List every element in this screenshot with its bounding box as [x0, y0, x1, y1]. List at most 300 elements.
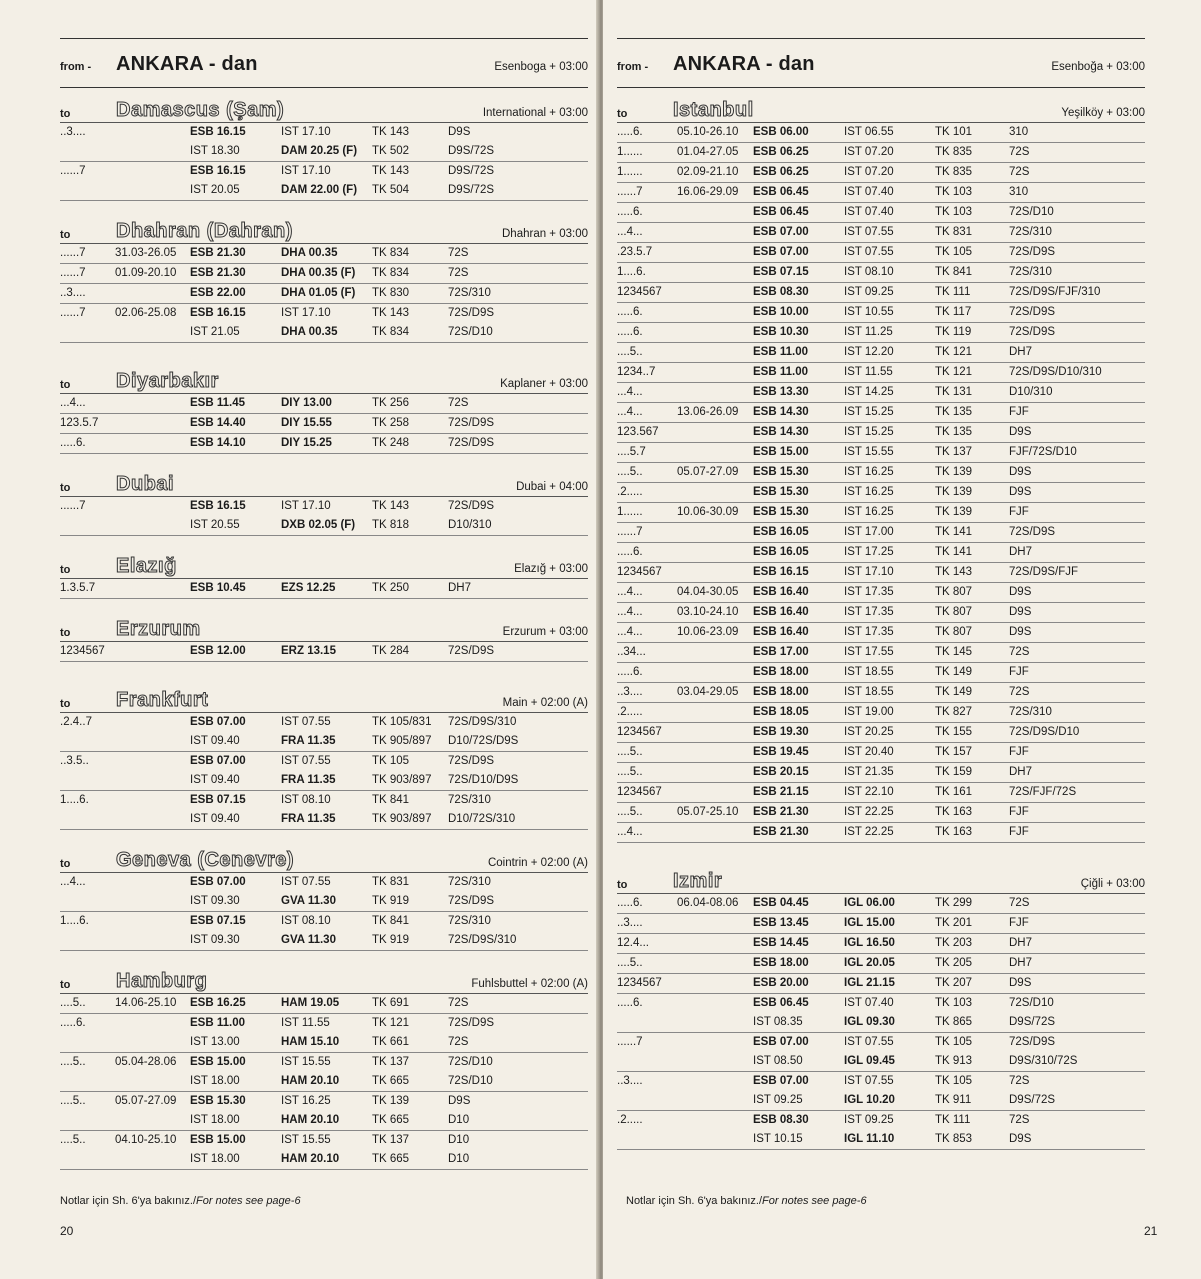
validity-cell: 05.07-27.09 — [115, 1095, 177, 1107]
departure-cell: IST 09.40 — [190, 774, 240, 786]
flight-row — [60, 912, 588, 931]
flight-number-cell: TK 121 — [935, 366, 973, 378]
arrival-cell: IST 16.25 — [844, 506, 894, 518]
destination-name: Hamburg — [116, 970, 208, 992]
flight-number-cell: TK 139 — [935, 506, 973, 518]
departure-cell: IST 09.40 — [190, 735, 240, 747]
validity-cell — [677, 243, 753, 262]
arrival-cell: FRA 11.35 — [281, 735, 336, 747]
aircraft-cell: D9S — [448, 126, 471, 138]
arrival-cell: HAM 15.10 — [281, 1036, 340, 1048]
validity-cell — [115, 1033, 190, 1052]
validity-cell — [115, 791, 190, 810]
aircraft-cell: 72S/D9S/FJF — [1009, 566, 1079, 578]
days-cell: 1....6. — [60, 794, 89, 806]
validity-cell: 14.06-25.10 — [115, 997, 177, 1009]
flight-group — [60, 1014, 588, 1053]
flight-group — [617, 543, 1145, 563]
validity-cell: 05.10-26.10 — [677, 126, 739, 138]
days-cell: ...4... — [60, 397, 86, 409]
flight-number-cell: TK 121 — [935, 346, 973, 358]
aircraft-cell: 72S — [1009, 1075, 1030, 1087]
flight-row — [60, 732, 588, 751]
departure-cell: ESB 21.15 — [753, 786, 809, 798]
aircraft-cell: D10 — [448, 1153, 470, 1165]
aircraft-cell: 72S/D9S/310 — [448, 716, 517, 728]
flight-row — [60, 771, 588, 790]
flight-row — [60, 642, 588, 661]
arrival-cell: EZS 12.25 — [281, 582, 336, 594]
departure-cell: ESB 07.15 — [190, 915, 246, 927]
flight-group — [617, 934, 1145, 954]
flight-group — [617, 423, 1145, 443]
flight-group — [60, 1053, 588, 1092]
days-cell: ....5.. — [60, 1056, 86, 1068]
flight-row — [60, 931, 588, 950]
departure-cell: ESB 06.25 — [753, 146, 809, 158]
flight-number-cell: TK 203 — [935, 937, 973, 949]
destination-name: Dubai — [116, 473, 175, 495]
departure-cell: ESB 08.30 — [753, 286, 809, 298]
flight-number-cell: TK 841 — [372, 794, 410, 806]
validity-cell — [677, 763, 753, 782]
flight-number-cell: TK 159 — [935, 766, 973, 778]
flight-group — [60, 162, 588, 201]
origin-header — [60, 53, 588, 88]
aircraft-cell: 72S — [1009, 897, 1030, 909]
flight-group — [617, 143, 1145, 163]
flight-group — [617, 663, 1145, 683]
aircraft-cell: 72S/D10 — [448, 326, 493, 338]
origin-city: ANKARA - dan — [116, 53, 258, 75]
to-label: to — [60, 698, 71, 710]
flight-group — [617, 1033, 1145, 1072]
arrival-cell: IST 07.55 — [281, 716, 331, 728]
validity-cell — [677, 643, 753, 662]
destination-header — [60, 88, 588, 123]
days-cell — [60, 1072, 115, 1091]
section-spacer — [617, 843, 1145, 859]
days-cell — [60, 142, 115, 161]
flight-group — [60, 912, 588, 951]
arrival-cell: IST 11.55 — [844, 366, 893, 378]
days-cell: ..3.... — [60, 287, 86, 299]
validity-cell: 02.06-25.08 — [115, 307, 177, 319]
validity-cell — [677, 343, 753, 362]
flight-number-cell: TK 105 — [372, 755, 410, 767]
arrival-cell: IST 17.35 — [844, 606, 894, 618]
flight-number-cell: TK 903/897 — [372, 813, 432, 825]
days-cell — [60, 181, 115, 200]
days-cell: .....6. — [617, 326, 643, 338]
days-cell: ...4... — [617, 626, 643, 638]
aircraft-cell: 310 — [1009, 186, 1029, 198]
days-cell: ......7 — [60, 165, 86, 177]
arrival-cell: FRA 11.35 — [281, 813, 336, 825]
validity-cell — [115, 394, 190, 413]
days-cell: .2.4..7 — [60, 716, 92, 728]
arrival-cell: DIY 13.00 — [281, 397, 332, 409]
aircraft-cell: D9S — [1009, 606, 1032, 618]
validity-cell — [677, 1111, 753, 1130]
flight-row — [617, 343, 1145, 362]
validity-cell — [115, 142, 190, 161]
days-cell: 1234567 — [617, 286, 662, 298]
flight-group — [617, 163, 1145, 183]
flight-row — [60, 414, 588, 433]
flight-number-cell: TK 135 — [935, 426, 973, 438]
validity-cell — [677, 523, 753, 542]
flight-group — [60, 873, 588, 912]
validity-cell: 03.10-24.10 — [677, 606, 739, 618]
section-spacer — [60, 343, 588, 359]
flight-number-cell: TK 137 — [935, 446, 973, 458]
aircraft-cell: DH7 — [1009, 546, 1033, 558]
flight-number-cell: TK 121 — [372, 1017, 410, 1029]
days-cell: ....5.. — [60, 1134, 86, 1146]
destination-airport: International + 03:00 — [482, 107, 588, 119]
days-cell: ...4... — [60, 876, 86, 888]
days-cell: .2..... — [617, 486, 643, 498]
flight-row — [60, 1111, 588, 1130]
origin-airport: Esenboğa + 03:00 — [1051, 61, 1145, 73]
flight-number-cell: TK 141 — [935, 546, 973, 558]
to-label: to — [617, 879, 628, 891]
flight-row — [60, 1072, 588, 1091]
flight-number-cell: TK 865 — [935, 1016, 973, 1028]
validity-cell — [677, 563, 753, 582]
arrival-cell: IST 15.55 — [844, 446, 894, 458]
arrival-cell: IST 16.25 — [844, 486, 894, 498]
flight-number-cell: TK 807 — [935, 586, 973, 598]
aircraft-cell: FJF — [1009, 406, 1029, 418]
departure-cell: ESB 07.15 — [190, 794, 246, 806]
section-spacer — [60, 201, 588, 209]
page-content — [617, 38, 1145, 1150]
destination-name: Dhahran (Dahran) — [116, 220, 293, 242]
aircraft-cell: D9S/72S — [448, 184, 495, 196]
aircraft-cell: FJF — [1009, 506, 1029, 518]
arrival-cell: IST 22.25 — [844, 826, 894, 838]
arrival-cell: IST 18.55 — [844, 666, 894, 678]
arrival-cell: IST 17.10 — [844, 566, 894, 578]
days-cell: 1234567 — [617, 977, 662, 989]
notes-tr: Notlar için Sh. 6'ya bakınız./ — [626, 1195, 762, 1207]
departure-cell: ESB 15.00 — [190, 1134, 246, 1146]
flight-number-cell: TK 141 — [935, 526, 973, 538]
departure-cell: ESB 15.30 — [753, 506, 809, 518]
flight-number-cell: TK 137 — [372, 1134, 410, 1146]
destination-section — [60, 838, 588, 951]
arrival-cell: IGL 15.00 — [844, 917, 895, 929]
days-cell — [60, 516, 115, 535]
departure-cell: ESB 18.00 — [753, 686, 809, 698]
departure-cell: ESB 14.30 — [753, 406, 809, 418]
flight-number-cell: TK 830 — [372, 287, 410, 299]
aircraft-cell: 72S — [448, 267, 469, 279]
validity-cell — [677, 1091, 753, 1110]
validity-cell — [677, 363, 753, 382]
aircraft-cell: 72S/310 — [448, 794, 491, 806]
validity-cell: 16.06-29.09 — [677, 186, 739, 198]
flight-number-cell: TK 834 — [372, 247, 410, 259]
flight-row — [617, 1052, 1145, 1071]
flight-row — [60, 323, 588, 342]
destination-airport: Kaplaner + 03:00 — [500, 378, 588, 390]
flight-group — [60, 264, 588, 284]
flight-group — [617, 683, 1145, 703]
days-cell — [617, 1091, 677, 1110]
notes-reference — [626, 1195, 867, 1207]
flight-row — [60, 873, 588, 892]
aircraft-cell: D9S/72S — [448, 145, 495, 157]
aircraft-cell: D9S — [448, 1095, 471, 1107]
page-content — [60, 38, 588, 1170]
flight-number-cell: TK 284 — [372, 645, 410, 657]
aircraft-cell: 72S/D9S — [1009, 1036, 1056, 1048]
days-cell: 1...... — [617, 146, 643, 158]
days-cell: ..3.5.. — [60, 755, 89, 767]
flight-number-cell: TK 207 — [935, 977, 973, 989]
departure-cell: ESB 16.40 — [753, 626, 809, 638]
aircraft-cell: 72S/D9S — [1009, 246, 1056, 258]
aircraft-cell: 72S/D9S/D10/310 — [1009, 366, 1102, 378]
aircraft-cell: D9S — [1009, 626, 1032, 638]
validity-cell — [115, 912, 190, 931]
flight-row — [617, 163, 1145, 182]
aircraft-cell: FJF — [1009, 917, 1029, 929]
section-spacer — [60, 830, 588, 838]
aircraft-cell: FJF — [1009, 806, 1029, 818]
flight-group — [617, 443, 1145, 463]
departure-cell: IST 09.25 — [753, 1094, 803, 1106]
flight-row — [617, 683, 1145, 702]
validity-cell — [677, 483, 753, 502]
aircraft-cell: 72S/D9S — [448, 417, 495, 429]
flight-number-cell: TK 111 — [935, 286, 971, 298]
flight-number-cell: TK 919 — [372, 934, 410, 946]
arrival-cell: IST 07.55 — [844, 226, 894, 238]
validity-cell — [115, 752, 190, 771]
departure-cell: ESB 07.00 — [190, 876, 246, 888]
validity-cell: 10.06-30.09 — [677, 506, 739, 518]
departure-cell: ESB 14.45 — [753, 937, 809, 949]
flight-row — [617, 1072, 1145, 1091]
flight-number-cell: TK 834 — [372, 267, 410, 279]
aircraft-cell: 72S/310 — [1009, 226, 1052, 238]
flight-number-cell: TK 661 — [372, 1036, 410, 1048]
days-cell — [60, 771, 115, 790]
validity-cell: 04.04-30.05 — [677, 586, 739, 598]
flight-number-cell: TK 665 — [372, 1075, 410, 1087]
departure-cell: ESB 16.15 — [190, 307, 246, 319]
aircraft-cell: D9S — [1009, 586, 1032, 598]
validity-cell — [115, 810, 190, 829]
flight-row — [60, 752, 588, 771]
days-cell: ....5.7 — [617, 446, 646, 458]
notes-tr: Notlar için Sh. 6'ya bakınız./ — [60, 1195, 196, 1207]
departure-cell: ESB 06.00 — [753, 126, 809, 138]
flight-number-cell: TK 103 — [935, 206, 973, 218]
departure-cell: ESB 14.40 — [190, 417, 246, 429]
arrival-cell: IST 17.10 — [281, 126, 331, 138]
validity-cell — [677, 663, 753, 682]
departure-cell: ESB 18.00 — [753, 666, 809, 678]
departure-cell: IST 20.55 — [190, 519, 240, 531]
validity-cell — [115, 892, 190, 911]
departure-cell: IST 21.05 — [190, 326, 240, 338]
flight-number-cell: TK 139 — [372, 1095, 410, 1107]
departure-cell: ESB 07.00 — [190, 716, 246, 728]
flight-row — [60, 244, 588, 263]
departure-cell: ESB 06.45 — [753, 206, 809, 218]
arrival-cell: HAM 20.10 — [281, 1153, 340, 1165]
departure-cell: IST 18.00 — [190, 1075, 240, 1087]
flight-group — [60, 394, 588, 414]
flight-number-cell: TK 299 — [935, 897, 973, 909]
departure-cell: IST 18.00 — [190, 1114, 240, 1126]
flight-row — [617, 623, 1145, 642]
flight-row — [617, 123, 1145, 142]
aircraft-cell: D9S/310/72S — [1009, 1055, 1078, 1067]
destination-airport: Fuhlsbuttel + 02:00 (A) — [471, 978, 588, 990]
validity-cell — [677, 954, 753, 973]
flight-row — [617, 703, 1145, 722]
departure-cell: ESB 20.00 — [753, 977, 809, 989]
top-rule — [617, 38, 1145, 53]
flight-row — [60, 713, 588, 732]
arrival-cell: DAM 20.25 (F) — [281, 145, 358, 157]
flight-row — [617, 223, 1145, 242]
departure-cell: ESB 18.05 — [753, 706, 809, 718]
days-cell: ....5.. — [60, 1095, 86, 1107]
days-cell: ...4... — [617, 386, 643, 398]
destination-header — [60, 607, 588, 642]
section-spacer — [60, 662, 588, 678]
days-cell: 123.5.7 — [60, 417, 99, 429]
flight-row — [617, 763, 1145, 782]
flight-row — [60, 516, 588, 535]
destination-header — [60, 359, 588, 394]
flight-row — [617, 463, 1145, 482]
validity-cell — [115, 732, 190, 751]
flight-row — [617, 914, 1145, 933]
departure-cell: ESB 15.00 — [190, 1056, 246, 1068]
arrival-cell: IST 07.40 — [844, 997, 894, 1009]
days-cell: 1234567 — [617, 566, 662, 578]
flight-number-cell: TK 137 — [372, 1056, 410, 1068]
departure-cell: ESB 16.40 — [753, 606, 809, 618]
flight-number-cell: TK 919 — [372, 895, 410, 907]
arrival-cell: IST 06.55 — [844, 126, 894, 138]
flight-row — [60, 181, 588, 200]
aircraft-cell: D9S/72S — [1009, 1016, 1056, 1028]
flight-group — [617, 823, 1145, 843]
flight-number-cell: TK 831 — [935, 226, 973, 238]
aircraft-cell: 72S/D9S — [448, 307, 495, 319]
flight-row — [617, 563, 1145, 582]
aircraft-cell: D9S — [1009, 466, 1032, 478]
departure-cell: ESB 13.30 — [753, 386, 809, 398]
days-cell: 1234567 — [60, 645, 105, 657]
flight-row — [617, 823, 1145, 842]
to-label: to — [60, 482, 71, 494]
departure-cell: ESB 15.30 — [753, 486, 809, 498]
flight-number-cell: TK 163 — [935, 806, 973, 818]
section-spacer — [60, 454, 588, 462]
aircraft-cell: 72S/D9S — [448, 895, 495, 907]
flight-group — [617, 283, 1145, 303]
validity-cell — [115, 284, 190, 303]
validity-cell: 10.06-23.09 — [677, 626, 739, 638]
validity-cell — [677, 1013, 753, 1032]
flight-group — [617, 783, 1145, 803]
aircraft-cell: 72S — [1009, 646, 1030, 658]
flight-number-cell: TK 818 — [372, 519, 410, 531]
flight-group — [617, 623, 1145, 643]
from-label: from - — [60, 61, 92, 73]
departure-cell: ESB 10.45 — [190, 582, 246, 594]
departure-cell: ESB 13.45 — [753, 917, 809, 929]
aircraft-cell: D10/310 — [448, 519, 492, 531]
destination-name: Izmir — [673, 870, 723, 892]
flight-number-cell: TK 250 — [372, 582, 410, 594]
to-label: to — [60, 979, 71, 991]
flight-group — [617, 703, 1145, 723]
departure-cell: ESB 15.30 — [753, 466, 809, 478]
validity-cell — [115, 579, 190, 598]
flight-row — [60, 497, 588, 516]
aircraft-cell: 72S — [448, 247, 469, 259]
destination-name: Elazığ — [116, 555, 177, 577]
flight-row — [617, 783, 1145, 802]
timetable-page-right — [603, 0, 1201, 1279]
aircraft-cell: 72S/D10 — [448, 1056, 493, 1068]
validity-cell — [677, 1033, 753, 1052]
departure-cell: ESB 20.15 — [753, 766, 809, 778]
flight-row — [617, 443, 1145, 462]
flight-group — [617, 974, 1145, 994]
arrival-cell: IST 07.55 — [844, 1036, 894, 1048]
validity-cell — [677, 994, 753, 1013]
days-cell: .....6. — [60, 437, 86, 449]
flight-number-cell: TK 161 — [935, 786, 973, 798]
arrival-cell: IST 07.55 — [281, 755, 331, 767]
section-spacer — [60, 951, 588, 959]
flight-row — [617, 303, 1145, 322]
aircraft-cell: 72S/310 — [1009, 706, 1052, 718]
days-cell: 1234567 — [617, 726, 662, 738]
aircraft-cell: D9S/72S — [1009, 1094, 1056, 1106]
arrival-cell: DHA 00.35 (F) — [281, 267, 356, 279]
aircraft-cell: FJF — [1009, 826, 1029, 838]
aircraft-cell: D10 — [448, 1134, 470, 1146]
flight-number-cell: TK 131 — [935, 386, 973, 398]
flight-row — [60, 579, 588, 598]
aircraft-cell: 72S/D10 — [1009, 997, 1054, 1009]
aircraft-cell: DH7 — [1009, 346, 1033, 358]
days-cell: 1...... — [617, 166, 643, 178]
flight-group — [617, 994, 1145, 1033]
validity-cell — [677, 223, 753, 242]
arrival-cell: IGL 09.30 — [844, 1016, 895, 1028]
destination-header — [60, 838, 588, 873]
days-cell: 1....6. — [60, 915, 89, 927]
flight-row — [617, 934, 1145, 953]
flight-row — [60, 394, 588, 413]
flight-number-cell: TK 103 — [935, 997, 973, 1009]
aircraft-cell: D9S — [1009, 486, 1032, 498]
